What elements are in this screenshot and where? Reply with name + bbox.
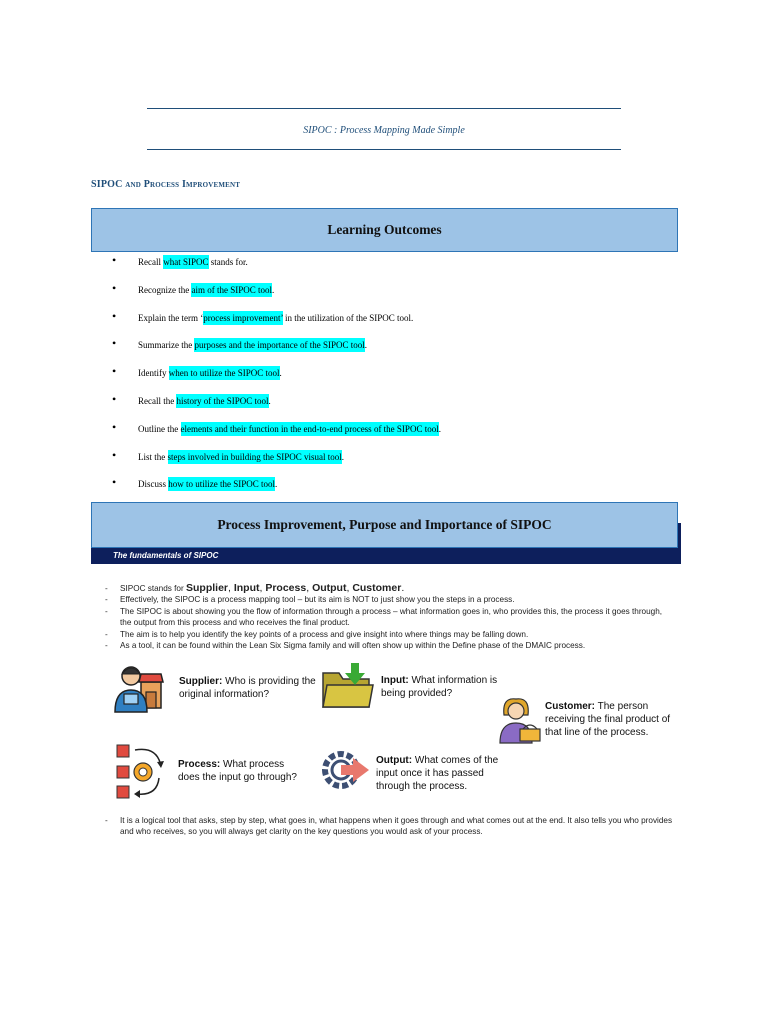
list-item (105, 594, 665, 605)
item-pre: Identify (138, 368, 169, 379)
item-post: . (268, 395, 271, 406)
bullet-icon: • (112, 280, 117, 295)
item-pre: Outline the (138, 423, 181, 434)
bullet-icon: • (112, 391, 117, 406)
item-pre: Discuss (138, 479, 169, 490)
bullet-icon: • (112, 336, 117, 351)
dash-icon: - (105, 641, 108, 651)
list-item (112, 449, 441, 477)
bullet-icon: • (112, 364, 117, 379)
item-highlight: aim of the SIPOC tool (191, 284, 272, 295)
item-pre: Recall the (138, 395, 177, 406)
item-post: . (275, 479, 278, 490)
infographic-bar-title: The fundamentals of SIPOC (91, 547, 681, 564)
learning-outcomes-title: Learning Outcomes (327, 222, 442, 237)
input-desc: What information is being provided? (381, 675, 498, 699)
item-pre: Explain the term ‘ (138, 312, 204, 323)
list-item (112, 365, 441, 393)
item-highlight: elements and their function in the end-to-end process of the SIPOC tool (180, 423, 439, 434)
input-label (381, 674, 511, 700)
item-post: . (279, 368, 282, 379)
supplier-term: Supplier: (179, 676, 223, 687)
customer-term: Customer: (545, 701, 596, 712)
list-item (112, 421, 441, 449)
header-top-rule (147, 108, 621, 109)
bullet-icon: • (112, 447, 117, 462)
list-item (112, 310, 441, 338)
dash-icon: - (105, 816, 108, 825)
process-cycle-icon (113, 742, 169, 800)
bullet-icon: • (112, 419, 117, 434)
input-term: Input: (381, 675, 409, 686)
bullet-icon: • (112, 308, 117, 323)
process-label (178, 758, 308, 784)
output-term: Output: (376, 755, 413, 766)
item-post: stands for. (208, 257, 248, 267)
supplier-desc: Who is providing the original information? (179, 676, 316, 700)
item-post: . (271, 284, 275, 295)
list-item (112, 282, 441, 310)
closing-text: It is a logical tool that asks, step by step, what goes in, what happens when it goes through and what comes out at the end. It also tells you who provides and who receives, so you will always get clarity on the key questions you would ask of your process. (120, 816, 673, 837)
word-customer: Customer (352, 582, 402, 594)
item-pre: Recognize the (138, 284, 192, 295)
bullet-text: As a tool, it can be found within the Lean Six Sigma family and will often show up within the Define phase of the DMAIC process. (120, 641, 586, 651)
bullet-text: The aim is to help you identify the key points of a process and give insight into where things may be falling down. (120, 629, 529, 639)
bullet-icon: • (112, 475, 117, 490)
list-item (112, 337, 441, 365)
list-item (112, 254, 441, 282)
supplier-person-icon (111, 660, 167, 716)
header-bottom-rule (147, 149, 621, 150)
process-term: Process: (178, 759, 221, 770)
learning-outcomes-banner (91, 208, 678, 252)
item-post: in the utilization of the SIPOC tool. (282, 312, 414, 323)
item-post: . (341, 451, 345, 462)
word-input: Input (233, 582, 260, 594)
dash-icon: - (105, 606, 108, 616)
list-item (112, 476, 441, 504)
dash-icon: - (105, 629, 108, 639)
item-pre: List the (138, 451, 168, 462)
output-gear-arrow-icon (319, 747, 371, 793)
item-highlight: process improvement’ (203, 312, 283, 323)
item-highlight: history of the SIPOC tool (176, 395, 269, 406)
bullet-icon: • (112, 253, 117, 267)
item-pre: Summarize the (138, 340, 195, 351)
item-highlight: how to utilize the SIPOC tool (168, 479, 276, 490)
output-desc: What comes of the input once it has passed through the process. (376, 755, 499, 792)
bullet-text: The SIPOC is about showing you the flow of information through a process – what information goes in, who provides this, the process it goes through, the output from this process and who receives the final product. (120, 606, 663, 628)
infographic-closing (105, 815, 675, 838)
item-highlight: purposes and the importance of the SIPOC tool (194, 340, 365, 351)
dash-icon: - (105, 584, 108, 593)
output-label (376, 754, 511, 793)
customer-basket-icon (496, 695, 542, 745)
word-process: Process (265, 582, 307, 594)
item-highlight: steps involved in building the SIPOC visual tool (167, 451, 342, 462)
list-item (112, 393, 441, 421)
item-post: . (438, 423, 441, 434)
list-item (105, 583, 665, 594)
purpose-banner (91, 502, 678, 548)
customer-desc: The person receiving the final product of that line of the process. (545, 701, 671, 738)
item-post: . (364, 340, 367, 351)
list-item (105, 606, 665, 629)
bullet-text: Effectively, the SIPOC is a process mapping tool – but its aim is NOT to just show you the steps in a process. (120, 595, 515, 605)
infographic-bullets (105, 583, 665, 651)
intro-prefix: SIPOC stands for (120, 584, 186, 593)
item-highlight: when to utilize the SIPOC tool (168, 368, 280, 379)
learning-outcomes-list (112, 254, 441, 504)
folder-download-icon (321, 661, 375, 711)
purpose-title: Process Improvement, Purpose and Importance of SIPOC (217, 517, 552, 532)
supplier-label (179, 675, 329, 701)
list-item (105, 640, 665, 651)
section-heading: SIPOC and Process Improvement (91, 179, 241, 190)
header-title: SIPOC : Process Mapping Made Simple (303, 125, 465, 136)
word-output: Output (312, 582, 347, 594)
intro-words: Supplier, Input, Process, Output, Customer. (185, 582, 405, 594)
list-item (105, 629, 665, 640)
process-desc: What process does the input go through? (178, 759, 297, 783)
customer-label (545, 700, 681, 739)
sipoc-infographic (91, 523, 681, 843)
item-highlight: what SIPOC (163, 257, 209, 267)
dash-icon: - (105, 595, 108, 605)
item-pre: Recall (138, 257, 164, 267)
word-supplier: Supplier (185, 582, 228, 594)
